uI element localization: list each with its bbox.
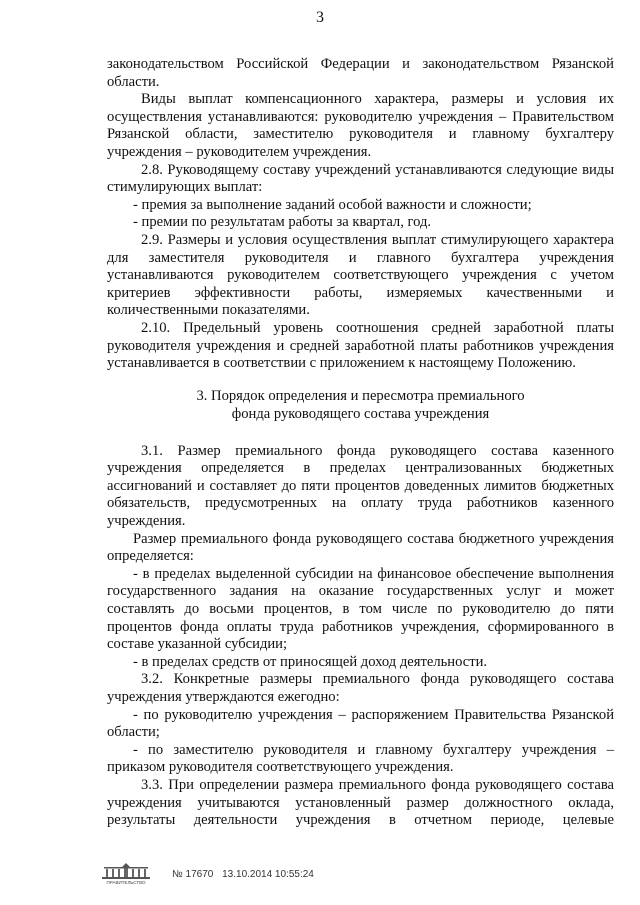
paragraph-2-9: 2.9. Размеры и условия осуществления выплат стимулирующего характера для заместителя руководителя и главного бухгалтера учреждения устанавливаются руководителем соответствующего учреждения с учетом критериев эффективности работы, измеряемых качественными и количественными показателями. bbox=[107, 231, 614, 319]
government-building-logo bbox=[100, 863, 152, 885]
list-item-special-bonus: - премия за выполнение заданий особой важности и сложности; bbox=[133, 196, 532, 213]
paragraph-compensation-payments: Виды выплат компенсационного характера, размеры и условия их осуществления устанавливаются: руководителю учреждения – Правительством Рязанской области, заместителю руководителя и главному бухгалтеру учреждения – руководителем учреждения. bbox=[107, 91, 614, 160]
document-footer bbox=[100, 862, 320, 886]
section-heading-line-1: 3. Порядок определения и пересмотра премиального bbox=[196, 387, 525, 404]
paragraph-3-2: 3.2. Конкретные размеры премиального фонда руководящего состава учреждения утверждаются ежегодно: bbox=[107, 671, 614, 705]
registration-stamp bbox=[172, 869, 320, 880]
section-heading bbox=[107, 387, 614, 423]
list-item-deputy: - по заместителю руководителя и главному бухгалтеру учреждения – приказом руководителя соответствующего учреждения. bbox=[107, 741, 614, 776]
paragraph-2-8: 2.8. Руководящему составу учреждений устанавливаются следующие виды стимулирующих выплат: bbox=[107, 161, 614, 196]
registration-number: № 17670 bbox=[172, 868, 214, 880]
logo-text: ПРАВИТЕЛЬСТВО bbox=[106, 880, 146, 885]
paragraph-budget-institution: Размер премиального фонда руководящего состава бюджетного учреждения определяется: bbox=[107, 530, 614, 565]
paragraph-2-10: 2.10. Предельный уровень соотношения средней заработной платы руководителя учреждения и средней заработной платы работников учреждения устанавливается в соответствии с приложением к настоящему Положению. bbox=[107, 319, 614, 372]
document-body bbox=[107, 56, 614, 830]
list-item-subsidy: - в пределах выделенной субсидии на финансовое обеспечение выполнения государственного задания на оказание государственных услуг и может составлять до восьми процентов, в том числе по руководителю до пяти процентов фонда оплаты труда работников учреждения, сформированного в составе указанной субсидии; bbox=[107, 565, 614, 653]
list-item-income-activity: - в пределах средств от приносящей доход деятельности. bbox=[133, 653, 488, 670]
paragraph-3-3: 3.3. При определении размера премиального фонда руководящего состава учреждения учитываются установленный размер должностного оклада, результаты деятельности учреждения в отчетном периоде, целевые bbox=[107, 776, 614, 829]
paragraph-continuation: законодательством Российской Федерации и законодательством Рязанской области. bbox=[107, 56, 614, 90]
list-item-quarterly-bonus: - премии по результатам работы за квартал, год. bbox=[133, 214, 432, 231]
registration-datetime: 13.10.2014 10:55:24 bbox=[222, 868, 314, 880]
page-number: 3 bbox=[316, 9, 324, 26]
section-heading-line-2: фонда руководящего состава учреждения bbox=[231, 405, 490, 422]
list-item-head: - по руководителю учреждения – распоряжением Правительства Рязанской области; bbox=[107, 706, 614, 741]
paragraph-3-1: 3.1. Размер премиального фонда руководящего состава казенного учреждения определяется в пределах централизованных бюджетных ассигнований и составляет до пяти процентов доведенных лимитов бюджетных обязательств, предусмотренных на оплату труда работников казенного учреждения. bbox=[107, 442, 614, 530]
